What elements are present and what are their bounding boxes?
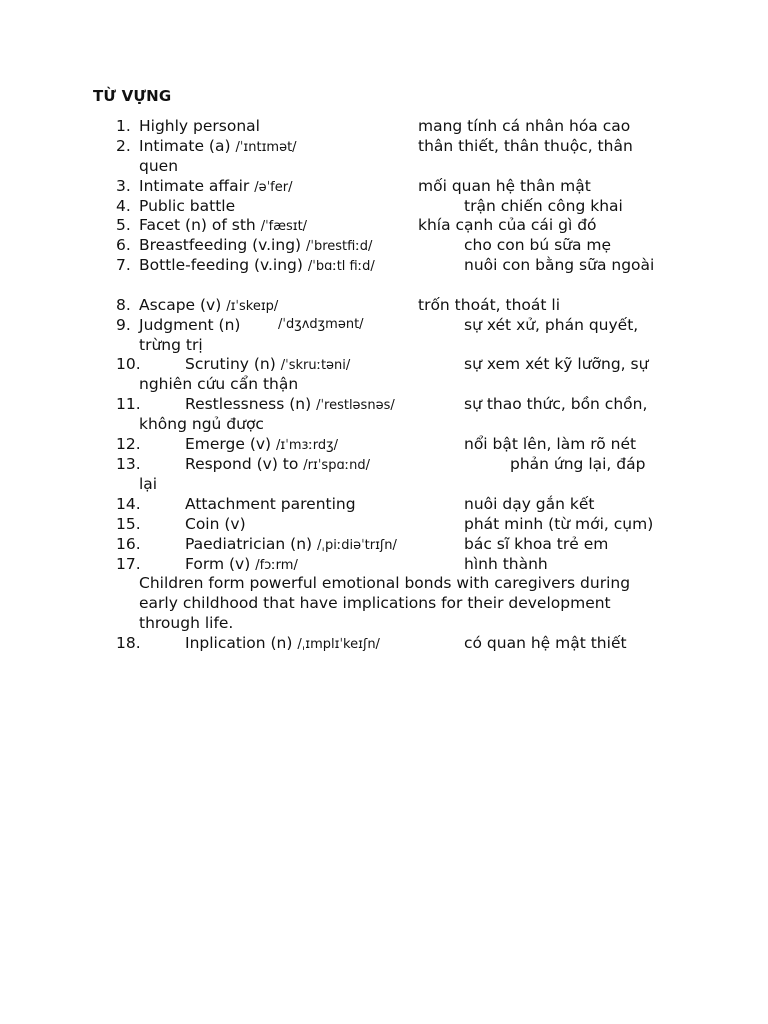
vocab-item-10-continuation: [0, 374, 768, 394]
vocab-item-15: [0, 514, 768, 534]
item-ipa: /ˌpiːdiəˈtrɪʃn/: [317, 538, 397, 553]
item-number: 11.: [116, 395, 141, 413]
item-term: Coin (v): [185, 515, 246, 533]
item-ipa: /fɔːrm/: [255, 558, 298, 573]
item-number: 1.: [116, 117, 131, 135]
item-definition: phát minh (từ mới, cụm): [464, 515, 654, 533]
item-number: 3.: [116, 177, 131, 195]
item-number: 13.: [116, 455, 141, 473]
item-definition: phản ứng lại, đáp: [510, 455, 646, 473]
item-definition: khía cạnh của cái gì đó: [418, 216, 597, 234]
item-term-with-ipa: [185, 354, 350, 376]
item-definition: có quan hệ mật thiết: [464, 634, 627, 652]
item-ipa: /ɪˈskeɪp/: [226, 299, 279, 314]
example-text: early childhood that have implications for their development: [139, 594, 611, 612]
item-definition: cho con bú sữa mẹ: [464, 236, 612, 254]
vocab-item-2: [0, 136, 768, 156]
item-definition-continuation: trừng trị: [139, 336, 203, 354]
item-ipa: /ˈfæsɪt/: [260, 219, 308, 234]
item-term-with-ipa: [185, 434, 338, 456]
vocab-item-18: [0, 633, 768, 653]
item-ipa: /ˈbɑːtl fiːd/: [307, 259, 375, 274]
vocab-item-1: [0, 116, 768, 136]
item-term: Attachment parenting: [185, 495, 356, 513]
item-term-with-ipa: [139, 215, 307, 237]
vocab-item-8: [0, 295, 768, 315]
page-title: TỪ VỰNG: [93, 87, 172, 105]
item-term-with-ipa: [139, 176, 292, 198]
item-number: 6.: [116, 236, 131, 254]
item-definition: hình thành: [464, 555, 548, 573]
item-definition-continuation: không ngủ được: [139, 415, 264, 433]
item-definition: nuôi con bằng sữa ngoài: [464, 256, 655, 274]
item-term: Emerge (v): [185, 435, 272, 453]
item-ipa: /ˈrestləsnəs/: [316, 398, 395, 413]
item-definition: thân thiết, thân thuộc, thân: [418, 137, 633, 155]
item-definition: nuôi dạy gắn kết: [464, 495, 595, 513]
item-definition: trận chiến công khai: [464, 197, 623, 215]
item-term-with-ipa: [139, 136, 297, 158]
vocab-item-9-continuation: [0, 335, 768, 355]
item-term: Restlessness (n): [185, 395, 312, 413]
vocab-item-11-continuation: [0, 414, 768, 434]
vocab-item-7: [0, 255, 768, 275]
item-number: 2.: [116, 137, 131, 155]
item-term: Highly personal: [139, 117, 260, 135]
item-definition-continuation: lại: [139, 475, 158, 493]
item-ipa: /ˈɪntɪmət/: [235, 140, 297, 155]
item-definition: sự xét xử, phán quyết,: [464, 316, 639, 334]
item-term: Public battle: [139, 197, 236, 215]
item-definition: bác sĩ khoa trẻ em: [464, 535, 609, 553]
item-number: 17.: [116, 555, 141, 573]
item-ipa: /ˌɪmplɪˈkeɪʃn/: [297, 637, 380, 652]
item-definition-continuation: quen: [139, 157, 179, 175]
item-definition: mang tính cá nhân hóa cao: [418, 117, 631, 135]
item-ipa: /ɪˈmɜːrdʒ/: [276, 438, 339, 453]
item-term-with-ipa: [139, 255, 375, 277]
item-term-with-ipa: [139, 235, 372, 257]
item-ipa: /əˈfer/: [254, 180, 293, 195]
item-definition: nổi bật lên, làm rõ nét: [464, 435, 637, 453]
item-definition: sự thao thức, bồn chồn,: [464, 395, 648, 413]
vocab-item-13: [0, 454, 768, 474]
item-definition: mối quan hệ thân mật: [418, 177, 591, 195]
item-number: 16.: [116, 535, 141, 553]
item-number: 9.: [116, 316, 131, 334]
item-number: 5.: [116, 216, 131, 234]
item-ipa: /ˈskruːtəni/: [280, 358, 351, 373]
item-number: 7.: [116, 256, 131, 274]
vocab-item-12: [0, 434, 768, 454]
item-number: 4.: [116, 197, 131, 215]
vocab-item-5: [0, 215, 768, 235]
item-term-with-ipa: [185, 454, 370, 476]
item-term-with-ipa: [139, 295, 278, 317]
item-ipa: /ˈdʒʌdʒmənt/: [278, 317, 364, 332]
vocab-item-16: [0, 534, 768, 554]
item-number: 15.: [116, 515, 141, 533]
item-term-with-ipa: [185, 633, 380, 655]
item-term-with-ipa: [185, 534, 397, 556]
item-term: Ascape (v): [139, 296, 222, 314]
item-term: Judgment (n): [139, 316, 241, 334]
item-term: Intimate (a): [139, 137, 231, 155]
item-definition: trốn thoát, thoát li: [418, 296, 560, 314]
vocab-item-6: [0, 235, 768, 255]
item-term-with-ipa: [185, 394, 395, 416]
vocab-item-4: [0, 196, 768, 216]
item-term: Inplication (n): [185, 634, 293, 652]
item-term: Form (v): [185, 555, 251, 573]
vocab-item-17: [0, 554, 768, 574]
item-definition: sự xem xét kỹ lưỡng, sự: [464, 355, 649, 373]
example-sentence-line-1: [0, 573, 768, 593]
vocab-item-10: [0, 354, 768, 374]
item-term: Paediatrician (n): [185, 535, 313, 553]
item-definition-continuation: nghiên cứu cẩn thận: [139, 375, 299, 393]
item-term: Respond (v) to: [185, 455, 299, 473]
item-number: 10.: [116, 355, 141, 373]
vocab-item-2-continuation: [0, 156, 768, 176]
vocab-item-13-continuation: [0, 474, 768, 494]
item-term: Breastfeeding (v.ing): [139, 236, 302, 254]
vocab-item-11: [0, 394, 768, 414]
item-term: Scrutiny (n): [185, 355, 276, 373]
item-number: 12.: [116, 435, 141, 453]
item-number: 8.: [116, 296, 131, 314]
example-text: Children form powerful emotional bonds with caregivers during: [139, 574, 631, 592]
item-ipa: /rɪˈspɑːnd/: [303, 458, 370, 473]
vocab-item-3: [0, 176, 768, 196]
vocab-item-9: [0, 315, 768, 335]
example-sentence-line-3: [0, 613, 768, 633]
item-term: Intimate affair: [139, 177, 250, 195]
item-term: Facet (n) of sth: [139, 216, 256, 234]
item-number: 14.: [116, 495, 141, 513]
item-number: 18.: [116, 634, 141, 652]
vocab-item-14: [0, 494, 768, 514]
item-ipa: /ˈbrestfiːd/: [306, 239, 373, 254]
example-sentence-line-2: [0, 593, 768, 613]
item-term: Bottle-feeding (v.ing): [139, 256, 303, 274]
example-text: through life.: [139, 614, 234, 632]
